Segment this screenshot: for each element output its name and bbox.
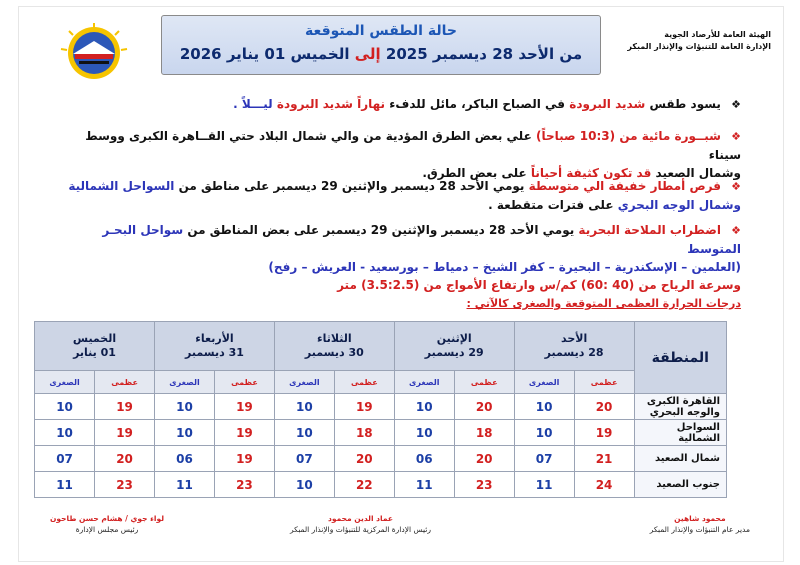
day-header: [274, 322, 394, 371]
bullet-temperature: [51, 95, 741, 114]
bullet-fog: [51, 127, 741, 182]
max-temp: 20: [454, 394, 514, 420]
sig-title: رئيس مجلس الإدارة: [75, 525, 139, 534]
b3-north-delta: وشمال الوجه البحري: [617, 198, 741, 212]
temperature-table: [34, 321, 727, 498]
bullet-marker-icon: ❖: [731, 98, 741, 111]
sig-name: لواء جوي / هشام حسن طاحون: [50, 514, 165, 523]
max-temp: 19: [334, 394, 394, 420]
min-temp: 06: [155, 446, 215, 472]
min-temp: 11: [514, 472, 574, 498]
min-temp: 10: [394, 394, 454, 420]
b2-fog: شبــورة مائية من (10:3 صباحاً): [535, 129, 721, 143]
day-header: [394, 322, 514, 371]
organization-name: [611, 29, 771, 53]
day-name: الأحد: [560, 332, 588, 345]
b4-wind-waves: وسرعة الرياح من (40 :60) كم/س وارتفاع الأمواج من (3.5:2.5) متر: [337, 278, 741, 292]
day-date: 31 ديسمبر: [185, 346, 244, 359]
sig-title: مدير عام التنبؤات والإنذار المبكر: [649, 525, 750, 534]
b2-some-roads: على بعض الطرق.: [422, 166, 527, 180]
max-temp: 19: [574, 420, 634, 446]
region-header: المنطقة: [634, 322, 726, 394]
max-temp: 18: [454, 420, 514, 446]
max-temp: 18: [334, 420, 394, 446]
min-temp: 06: [394, 446, 454, 472]
max-header: عظمى: [334, 371, 394, 394]
period-to-word: إلى: [354, 45, 381, 63]
b2-dense: قد تكون كثيفة أحياناً: [530, 166, 652, 180]
max-temp: 22: [334, 472, 394, 498]
min-temp: 10: [35, 420, 95, 446]
min-temp: 11: [155, 472, 215, 498]
min-temp: 07: [274, 446, 334, 472]
day-header: [155, 322, 275, 371]
bullet-marine: [51, 221, 741, 294]
b4-days: يومي الأحد 28 ديسمبر والإثنين 29 ديسمبر على بعض المناطق من: [187, 223, 575, 237]
temperatures-heading: درجات الحرارة العظمى المتوقعة والصغرى كالآتي :: [466, 297, 741, 310]
min-header: الصغرى: [514, 371, 574, 394]
b4-places: (العلمين – الإسكندرية – البحيرة – كفر الشيخ – دمياط – بورسعيد - العريش – رفح): [268, 260, 741, 274]
min-temp: 07: [35, 446, 95, 472]
sig-title: رئيس الإدارة المركزية للتنبؤات والإنذار المبكر: [290, 525, 431, 534]
org-line-1: الهيئة العامة للأرصاد الجوية: [664, 30, 771, 39]
max-header: عظمى: [574, 371, 634, 394]
max-temp: 23: [214, 472, 274, 498]
b1-night: ليـــلاً .: [233, 97, 273, 111]
b1-morning-text: في الصباح الباكر، مائل للدفء: [389, 97, 566, 111]
max-temp: 20: [574, 394, 634, 420]
b3-intermittent: على فترات متقطعة .: [488, 198, 614, 212]
b1-very-cold-night: شديد البرودة: [276, 97, 353, 111]
b2-north-upper: وشمال الصعيد: [655, 166, 741, 180]
table-row: [35, 394, 727, 420]
day-name: الثلاثاء: [317, 332, 352, 345]
ema-logo-icon: [55, 21, 133, 81]
min-temp: 11: [35, 472, 95, 498]
max-header: عظمى: [95, 371, 155, 394]
b4-med-coast: سواحل البحـر المتوسط: [102, 223, 741, 256]
min-temp: 10: [35, 394, 95, 420]
max-temp: 19: [214, 394, 274, 420]
min-temp: 10: [274, 472, 334, 498]
bullet-marker-icon: ❖: [731, 180, 741, 193]
min-header: الصغرى: [155, 371, 215, 394]
table-row: [35, 420, 727, 446]
day-name: الإثنين: [436, 332, 472, 345]
region-name: السواحل الشمالية: [634, 420, 726, 446]
b1-very-cold: شديد البرودة: [569, 97, 646, 111]
signature-director: [650, 513, 750, 535]
min-temp: 10: [514, 394, 574, 420]
region-name: جنوب الصعيد: [634, 472, 726, 498]
title-box: [161, 15, 601, 75]
b1-text: يسود طقس: [649, 97, 721, 111]
page-title: حالة الطقس المتوقعة: [305, 23, 457, 39]
min-temp: 07: [514, 446, 574, 472]
day-date: 29 ديسمبر: [424, 346, 484, 359]
sig-name: محمود شاهين: [674, 514, 726, 523]
min-temp: 10: [394, 420, 454, 446]
b3-days: يومي الأحد 28 ديسمبر والإثنين 29 ديسمبر على مناطق من: [178, 179, 525, 193]
forecast-period: [162, 41, 600, 67]
signature-chairman: [50, 513, 164, 535]
max-header: عظمى: [214, 371, 274, 394]
b1-daytime: نهاراً: [357, 97, 386, 111]
max-temp: 20: [95, 446, 155, 472]
b2-roads: علي بعض الطرق المؤدية من والي شمال البلاد حتي القــاهرة الكبرى ووسط سيناء: [85, 129, 741, 162]
signature-head: [290, 513, 431, 535]
min-header: الصغرى: [35, 371, 95, 394]
min-temp: 10: [274, 394, 334, 420]
min-temp: 10: [155, 394, 215, 420]
max-temp: 19: [95, 394, 155, 420]
sig-name: عماد الدين محمود: [328, 514, 393, 523]
min-temp: 10: [514, 420, 574, 446]
min-temp: 10: [155, 420, 215, 446]
b3-north-coast: السواحل الشمالية: [68, 179, 175, 193]
bullet-rain: [51, 177, 741, 214]
day-header: [35, 322, 155, 371]
region-name: القاهرة الكبرى والوجه البحري: [634, 394, 726, 420]
min-temp: 10: [274, 420, 334, 446]
max-temp: 24: [574, 472, 634, 498]
max-temp: 23: [95, 472, 155, 498]
day-header: [514, 322, 634, 371]
max-temp: 20: [454, 446, 514, 472]
min-header: الصغرى: [394, 371, 454, 394]
max-temp: 19: [95, 420, 155, 446]
max-temp: 21: [574, 446, 634, 472]
max-temp: 19: [214, 420, 274, 446]
bullet-marker-icon: ❖: [731, 224, 741, 237]
day-date: 30 ديسمبر: [304, 346, 364, 359]
day-name: الأربعاء: [195, 332, 234, 345]
period-from: من الأحد 28 ديسمبر 2025: [385, 45, 583, 63]
max-temp: 23: [454, 472, 514, 498]
period-to: الخميس 01 يناير 2026: [179, 45, 350, 63]
day-date: 01 يناير: [73, 346, 116, 359]
b3-rain: فرص أمطار خفيفة الي متوسطة: [528, 179, 721, 193]
table-row: [35, 446, 727, 472]
region-name: شمال الصعيد: [634, 446, 726, 472]
table-row: [35, 472, 727, 498]
b4-marine: اضطراب الملاحة البحرية: [578, 223, 721, 237]
max-temp: 19: [214, 446, 274, 472]
max-temp: 20: [334, 446, 394, 472]
min-temp: 11: [394, 472, 454, 498]
min-header: الصغرى: [274, 371, 334, 394]
day-name: الخميس: [72, 332, 117, 345]
day-date: 28 ديسمبر: [544, 346, 604, 359]
bullet-marker-icon: ❖: [731, 130, 741, 143]
org-line-2: الإدارة العامة للتنبؤات والإنذار المبكر: [627, 42, 771, 51]
max-header: عظمى: [454, 371, 514, 394]
